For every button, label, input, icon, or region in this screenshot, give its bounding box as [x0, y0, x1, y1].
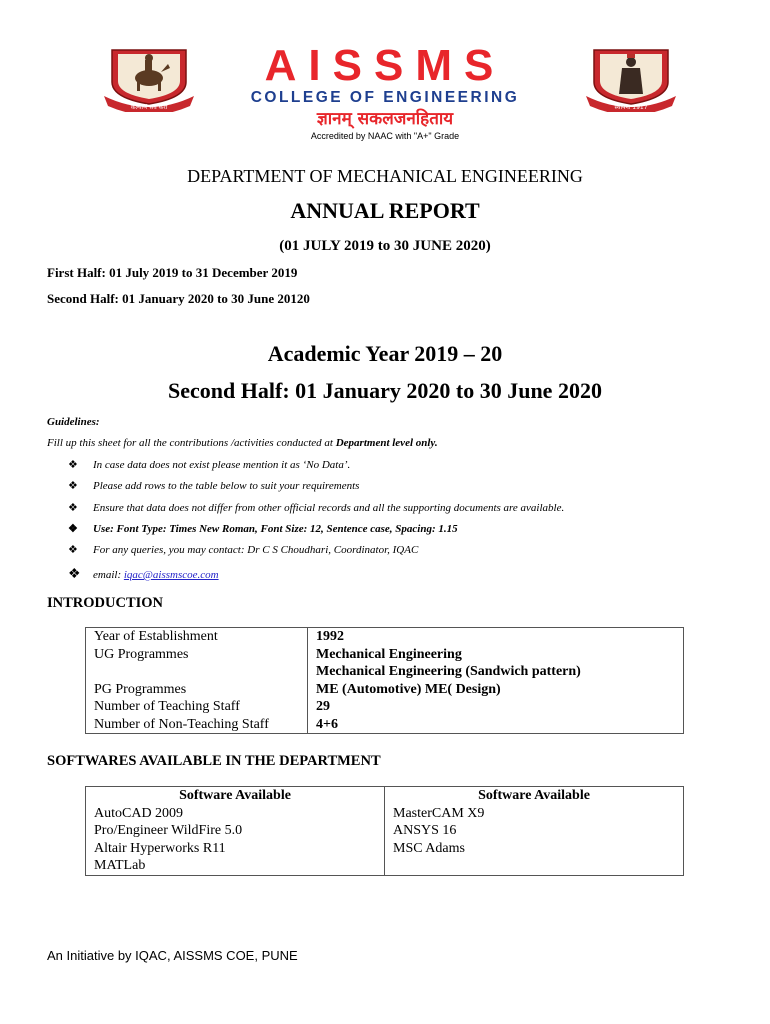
right-college-seal: [586, 48, 676, 112]
intro-value: Mechanical Engineering (Sandwich pattern): [308, 663, 684, 681]
guideline-item: [68, 458, 350, 471]
table-row: [86, 663, 684, 681]
table-row: [86, 681, 684, 699]
guidelines-intro: [47, 437, 438, 449]
right-seal-text: स्थापना 1917: [614, 104, 648, 111]
intro-label: PG Programmes: [86, 681, 308, 699]
intro-label: Number of Teaching Staff: [86, 698, 308, 716]
guideline-item: [68, 522, 458, 535]
introduction-heading: INTRODUCTION: [47, 595, 164, 611]
intro-label: [86, 663, 308, 681]
first-half-line: First Half: 01 July 2019 to 31 December 2019: [47, 265, 298, 280]
intro-label: UG Programmes: [86, 646, 308, 664]
guideline-text: Please add rows to the table below to suit your requirements: [93, 480, 360, 492]
table-row: [86, 857, 684, 875]
table-row: [86, 822, 684, 840]
software-cell: Pro/Engineer WildFire 5.0: [86, 822, 385, 840]
diamond-bullet-icon: ❖: [68, 459, 78, 471]
brand-name: AISSMS: [264, 41, 506, 90]
table-row: [86, 840, 684, 858]
guideline-item: [68, 479, 359, 492]
college-name: COLLEGE OF ENGINEERING: [250, 89, 520, 106]
department-title: DEPARTMENT OF MECHANICAL ENGINEERING: [187, 166, 583, 186]
table-row: [86, 805, 684, 823]
software-cell: ANSYS 16: [385, 822, 684, 840]
guidelines-heading: Guidelines:: [47, 416, 100, 428]
accreditation-note: Accredited by NAAC with "A+" Grade: [310, 131, 460, 141]
intro-value: Mechanical Engineering: [308, 646, 684, 664]
introduction-table: [85, 627, 684, 734]
software-cell: MATLab: [86, 857, 385, 875]
diamond-bullet-icon: ❖: [68, 523, 78, 535]
diamond-bullet-icon: ❖: [68, 502, 78, 514]
intro-value: 29: [308, 698, 684, 716]
software-col1-header: Software Available: [86, 787, 385, 805]
table-header-row: [86, 787, 684, 805]
guidelines-intro-text: Fill up this sheet for all the contributions /activities conducted at: [47, 437, 336, 449]
intro-value: 4+6: [308, 716, 684, 734]
software-cell: [385, 857, 684, 875]
page-footer: An Initiative by IQAC, AISSMS COE, PUNE: [47, 948, 298, 963]
second-half-heading: Second Half: 01 January 2020 to 30 June 2020: [168, 378, 602, 403]
software-col2-header: Software Available: [385, 787, 684, 805]
guideline-text: In case data does not exist please mention it as ‘No Data’.: [93, 459, 351, 471]
software-table: [85, 786, 684, 876]
left-seal-text: कल्याणं सर्व करी: [130, 104, 168, 111]
left-college-seal: [104, 48, 194, 112]
software-cell: MSC Adams: [385, 840, 684, 858]
table-row: [86, 646, 684, 664]
intro-label: Number of Non-Teaching Staff: [86, 716, 308, 734]
software-heading: SOFTWARES AVAILABLE IN THE DEPARTMENT: [47, 753, 381, 769]
report-title: ANNUAL REPORT: [290, 198, 480, 223]
email-label: email:: [93, 569, 124, 581]
software-cell: Altair Hyperworks R11: [86, 840, 385, 858]
intro-value: ME (Automotive) ME( Design): [308, 681, 684, 699]
table-row: [86, 698, 684, 716]
guideline-email: [68, 566, 219, 583]
guideline-item: [68, 543, 418, 556]
academic-year-heading: Academic Year 2019 – 20: [267, 341, 503, 366]
software-cell: AutoCAD 2009: [86, 805, 385, 823]
college-motto: ज्ञानम् सकलजनहिताय: [316, 109, 454, 129]
diamond-bullet-icon: ❖: [68, 544, 78, 556]
diamond-bullet-icon: ❖: [68, 480, 78, 492]
software-cell: MasterCAM X9: [385, 805, 684, 823]
college-brand: [230, 41, 540, 142]
table-row: [86, 628, 684, 646]
table-row: [86, 716, 684, 734]
guideline-text: For any queries, you may contact: Dr C S Choudhari, Coordinator, IQAC: [93, 544, 419, 556]
guidelines-intro-bold: Department level only.: [335, 437, 438, 449]
second-half-line: Second Half: 01 January 2020 to 30 June 20120: [47, 291, 310, 306]
diamond-bullet-icon: ❖: [68, 567, 81, 582]
guideline-text: Use: Font Type: Times New Roman, Font Size: 12, Sentence case, Spacing: 1.15: [93, 523, 458, 535]
guideline-text: Ensure that data does not differ from other official records and all the supporting documents are available.: [93, 502, 565, 514]
email-link[interactable]: iqac@aissmscoe.com: [123, 569, 219, 581]
intro-value: 1992: [308, 628, 684, 646]
report-period: (01 JULY 2019 to 30 JUNE 2020): [279, 238, 491, 254]
guideline-item: [68, 501, 564, 514]
intro-label: Year of Establishment: [86, 628, 308, 646]
